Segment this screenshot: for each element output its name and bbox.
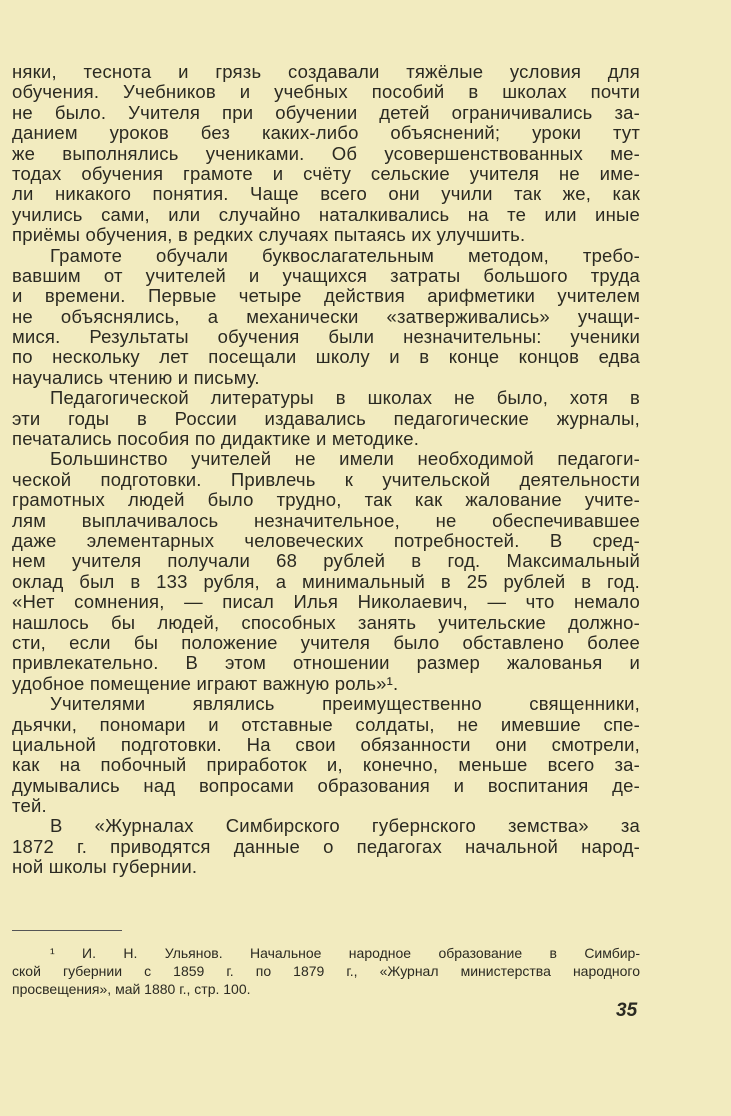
- text-line: грамотных людей было трудно, так как жалование учите-: [12, 489, 640, 511]
- footnote-line: ской губернии с 1859 г. по 1879 г., «Журнал министерства народного: [12, 963, 640, 979]
- text-line: мися. Результаты обучения были незначительны: ученики: [12, 326, 640, 348]
- page-body: [12, 62, 640, 878]
- text-line: тей.: [12, 795, 47, 817]
- text-line: нем учителя получали 68 рублей в год. Максимальный: [12, 550, 640, 572]
- footnote-line: просвещения», май 1880 г., стр. 100.: [12, 981, 251, 997]
- page-number: 35: [616, 1000, 638, 1021]
- text-line: даже элементарных человеческих потребностей. В сред-: [12, 529, 640, 551]
- text-line: не объяснялись, а механически «затверживались» учащи-: [12, 305, 640, 327]
- text-line: циальной подготовки. На свои обязанности они смотрели,: [12, 733, 640, 755]
- text-line: данием уроков без каких-либо объяснений; уроки тут: [12, 122, 640, 144]
- footnote-divider: [12, 930, 122, 931]
- text-line: эти годы в России издавались педагогические журналы,: [12, 407, 640, 429]
- text-line: Грамоте обучали буквослагательным методом, требо-: [50, 244, 640, 266]
- paragraph: [12, 449, 640, 694]
- text-line: В «Журналах Симбирского губернского земства» за: [50, 815, 640, 837]
- text-line: «Нет сомнения, — писал Илья Николаевич, — что немало: [12, 591, 640, 613]
- text-line: Учителями являлись преимущественно священники,: [50, 693, 640, 715]
- text-line: учились сами, или случайно наталкивались на те или иные: [12, 203, 640, 225]
- text-line: ли никакого понятия. Чаще всего они учили так же, как: [12, 183, 640, 205]
- text-line: и времени. Первые четыре действия арифметики учителем: [12, 285, 640, 307]
- text-line: думывались над вопросами образования и воспитания де-: [12, 774, 640, 796]
- text-line: ческой подготовки. Привлечь к учительской деятельности: [12, 468, 640, 490]
- text-line: вавшим от учителей и учащихся затраты большого труда: [12, 264, 640, 286]
- text-line: няки, теснота и грязь создавали тяжёлые условия для: [12, 61, 640, 82]
- text-line: ной школы губернии.: [12, 856, 198, 878]
- paragraph: [12, 816, 640, 877]
- text-line: не было. Учителя при обучении детей ограничивались за-: [12, 101, 640, 123]
- paragraph: [12, 694, 640, 816]
- text-line: оклад был в 133 рубля, а минимальный в 25 рублей в год.: [12, 570, 640, 592]
- footnote: [12, 944, 640, 998]
- footnote-line: ¹ И. Н. Ульянов. Начальное народное образование в Симбир-: [50, 945, 640, 961]
- paragraph: [12, 388, 640, 449]
- text-line: Педагогической литературы в школах не было, хотя в: [50, 387, 640, 409]
- text-line: как на побочный приработок и, конечно, меньше всего за-: [12, 754, 640, 776]
- text-line: обучения. Учебников и учебных пособий в школах почти: [12, 81, 640, 103]
- text-line: 1872 г. приводятся данные о педагогах начальной народ-: [12, 835, 640, 857]
- text-line: Большинство учителей не имели необходимой педагоги-: [50, 448, 640, 470]
- text-line: приёмы обучения, в редких случаях пытаясь их улучшить.: [12, 224, 526, 246]
- text-line: же выполнялись учениками. Об усовершенствованных ме-: [12, 142, 640, 164]
- text-line: дьячки, пономари и отставные солдаты, не имевшие спе-: [12, 713, 640, 735]
- text-line: лям выплачивалось незначительное, не обеспечивавшее: [12, 509, 640, 531]
- text-line: научались чтению и письму.: [12, 366, 260, 388]
- text-line: тодах обучения грамоте и счёту сельские учителя не име-: [12, 162, 640, 184]
- text-line: печатались пособия по дидактике и методике.: [12, 428, 420, 450]
- paragraph: [12, 62, 640, 246]
- text-line: привлекательно. В этом отношении размер жалованья и: [12, 652, 640, 674]
- text-line: сти, если бы положение учителя было обставлено более: [12, 631, 640, 653]
- text-line: нашлось бы людей, способных занять учительские должно-: [12, 611, 640, 633]
- paragraph: [12, 246, 640, 389]
- text-line: удобное помещение играют важную роль»¹.: [12, 672, 399, 694]
- text-line: по нескольку лет посещали школу и в конце концов едва: [12, 346, 640, 368]
